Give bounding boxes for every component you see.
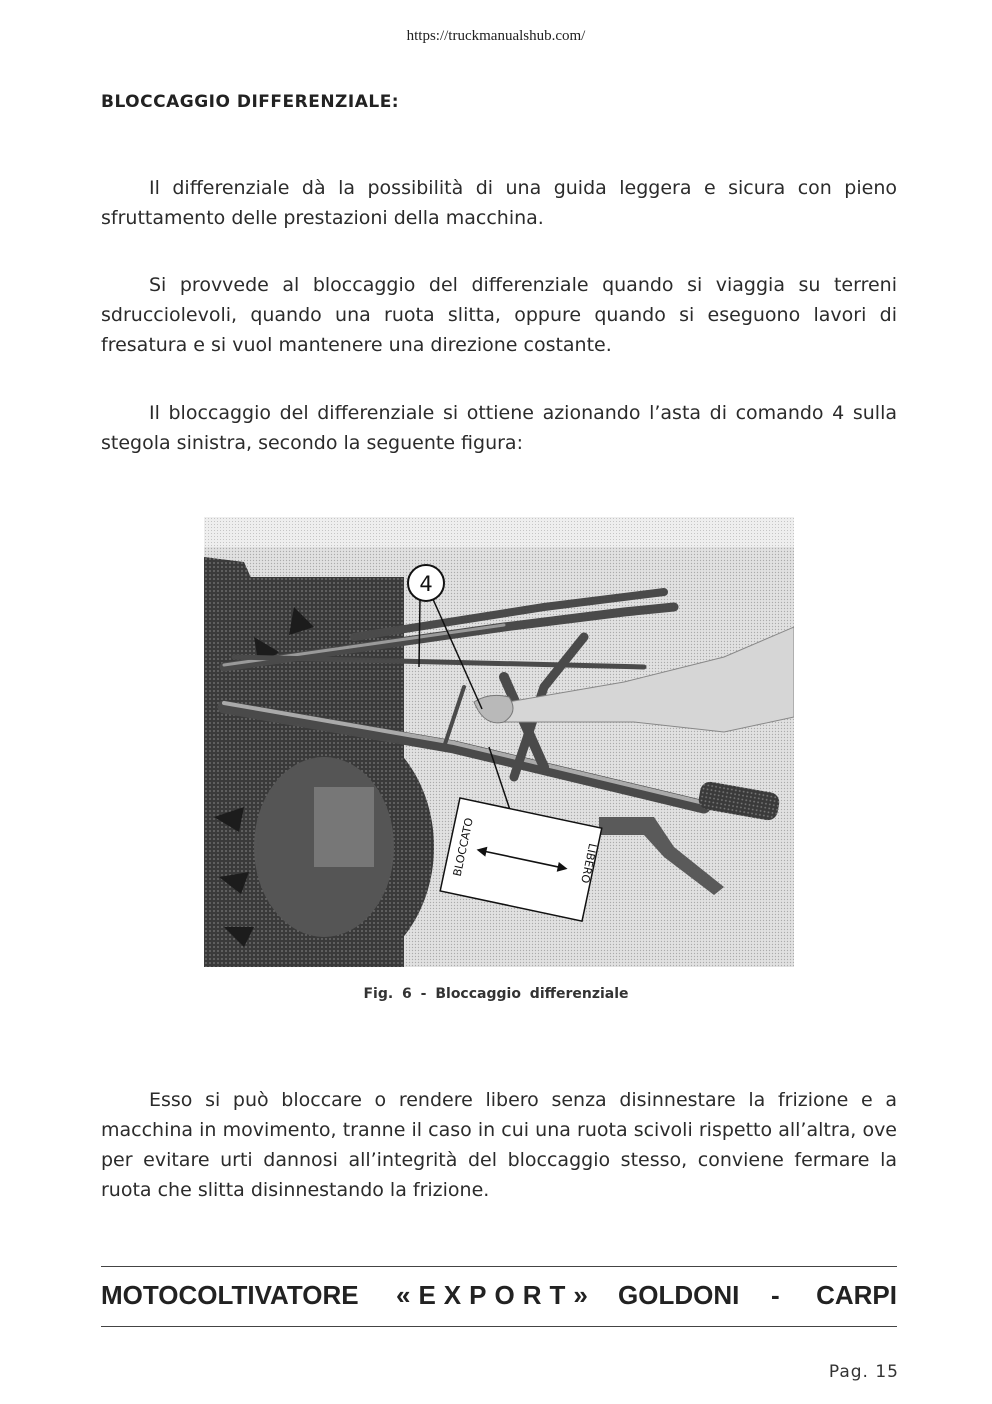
footer-top-rule	[101, 1266, 897, 1267]
footer-banner	[101, 1280, 897, 1314]
footer-separator: -	[771, 1280, 780, 1310]
footer-product: MOTOCOLTIVATORE	[101, 1280, 359, 1310]
paragraph-2: Si provvede al bloccaggio del differenziale quando si viaggia su terreni sdrucciolevoli, quando una ruota slitta, oppure quando si eseguono lavori di fresatura e si vuol mantenere una direzione costante.	[101, 274, 897, 356]
footer-city: CARPI	[816, 1280, 897, 1310]
source-url: https://truckmanualshub.com/	[406, 28, 586, 44]
footer-model: «EXPORT»	[396, 1280, 596, 1310]
tractor-body-shape	[204, 557, 434, 967]
label-locked: BLOCCATO	[450, 816, 476, 878]
figure-caption: Fig. 6 - Bloccaggio differenziale	[363, 986, 629, 1002]
footer-brand: GOLDONI	[618, 1280, 740, 1310]
paragraph-4: Esso si può bloccare o rendere libero senza disinnestare la frizione e a macchina in movimento, tranne il caso in cui una ruota scivoli rispetto all’altra, ove per evitare urti dannosi all’integrità del bloccaggio stesso, conviene fermare la ruota che slitta disinnestando la frizione.	[101, 1089, 897, 1201]
paragraph-1: Il differenziale dà la possibilità di una guida leggera e sicura con pieno sfruttamento delle prestazioni della macchina.	[101, 177, 897, 229]
figure-illustration	[204, 517, 794, 967]
paragraph-3: Il bloccaggio del differenziale si ottiene azionando l’asta di comando 4 sulla stegola sinistra, secondo la seguente figura:	[101, 402, 897, 454]
page-number: Pag. 15	[828, 1362, 899, 1382]
footer-bottom-rule	[101, 1326, 897, 1327]
section-heading: BLOCCAGGIO DIFFERENZIALE:	[101, 92, 400, 112]
label-free: LIBERO	[578, 842, 600, 885]
figure-differential-lock	[204, 517, 794, 967]
callout-number: 4	[419, 572, 433, 596]
